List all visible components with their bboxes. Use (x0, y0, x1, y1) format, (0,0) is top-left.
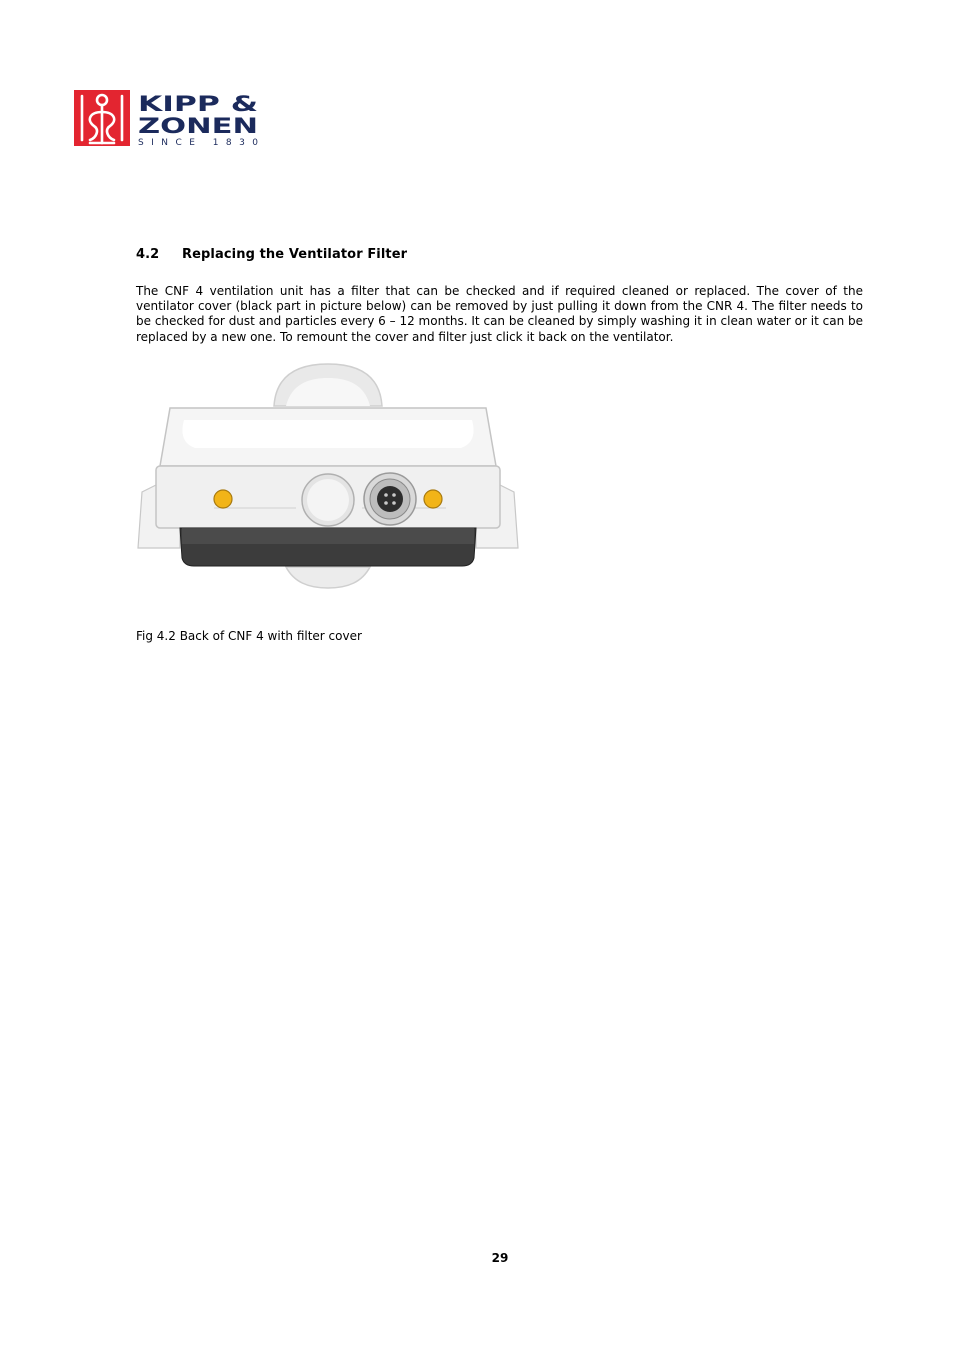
body-paragraph: The CNF 4 ventilation unit has a filter that can be checked and if required cleaned or replaced. The cover of the ventilator cover (black part in picture below) can be removed by just pulling it down from the CNR 4. The filter needs to be checked for dust and particles every 6 – 12 months. It can be cleaned by simply washing it in clean water or it can be replaced by a new one. To remount the cover and filter just click it back on the ventilator. (136, 284, 863, 344)
logo-text-line2: ZONEN (138, 114, 258, 138)
dome-bottom (286, 567, 370, 588)
figure-cnf4-back (136, 362, 520, 590)
kipp-zonen-logo-graphic (72, 88, 262, 148)
page-number: 29 (491, 1251, 509, 1265)
logo-tagline: SINCE 1830 (138, 138, 258, 148)
section-number: 4.2 (136, 247, 160, 262)
section-title: Replacing the Ventilator Filter (182, 247, 408, 262)
right-screw (424, 490, 442, 508)
figure-caption: Fig 4.2 Back of CNF 4 with filter cover (136, 629, 362, 643)
left-screw (214, 490, 232, 508)
kipp-zonen-logo (72, 88, 262, 148)
connector-socket-icon (377, 486, 403, 512)
logo-text-line1: KIPP & (138, 92, 258, 116)
section-heading (136, 247, 407, 262)
cnf4-illustration (136, 362, 520, 590)
